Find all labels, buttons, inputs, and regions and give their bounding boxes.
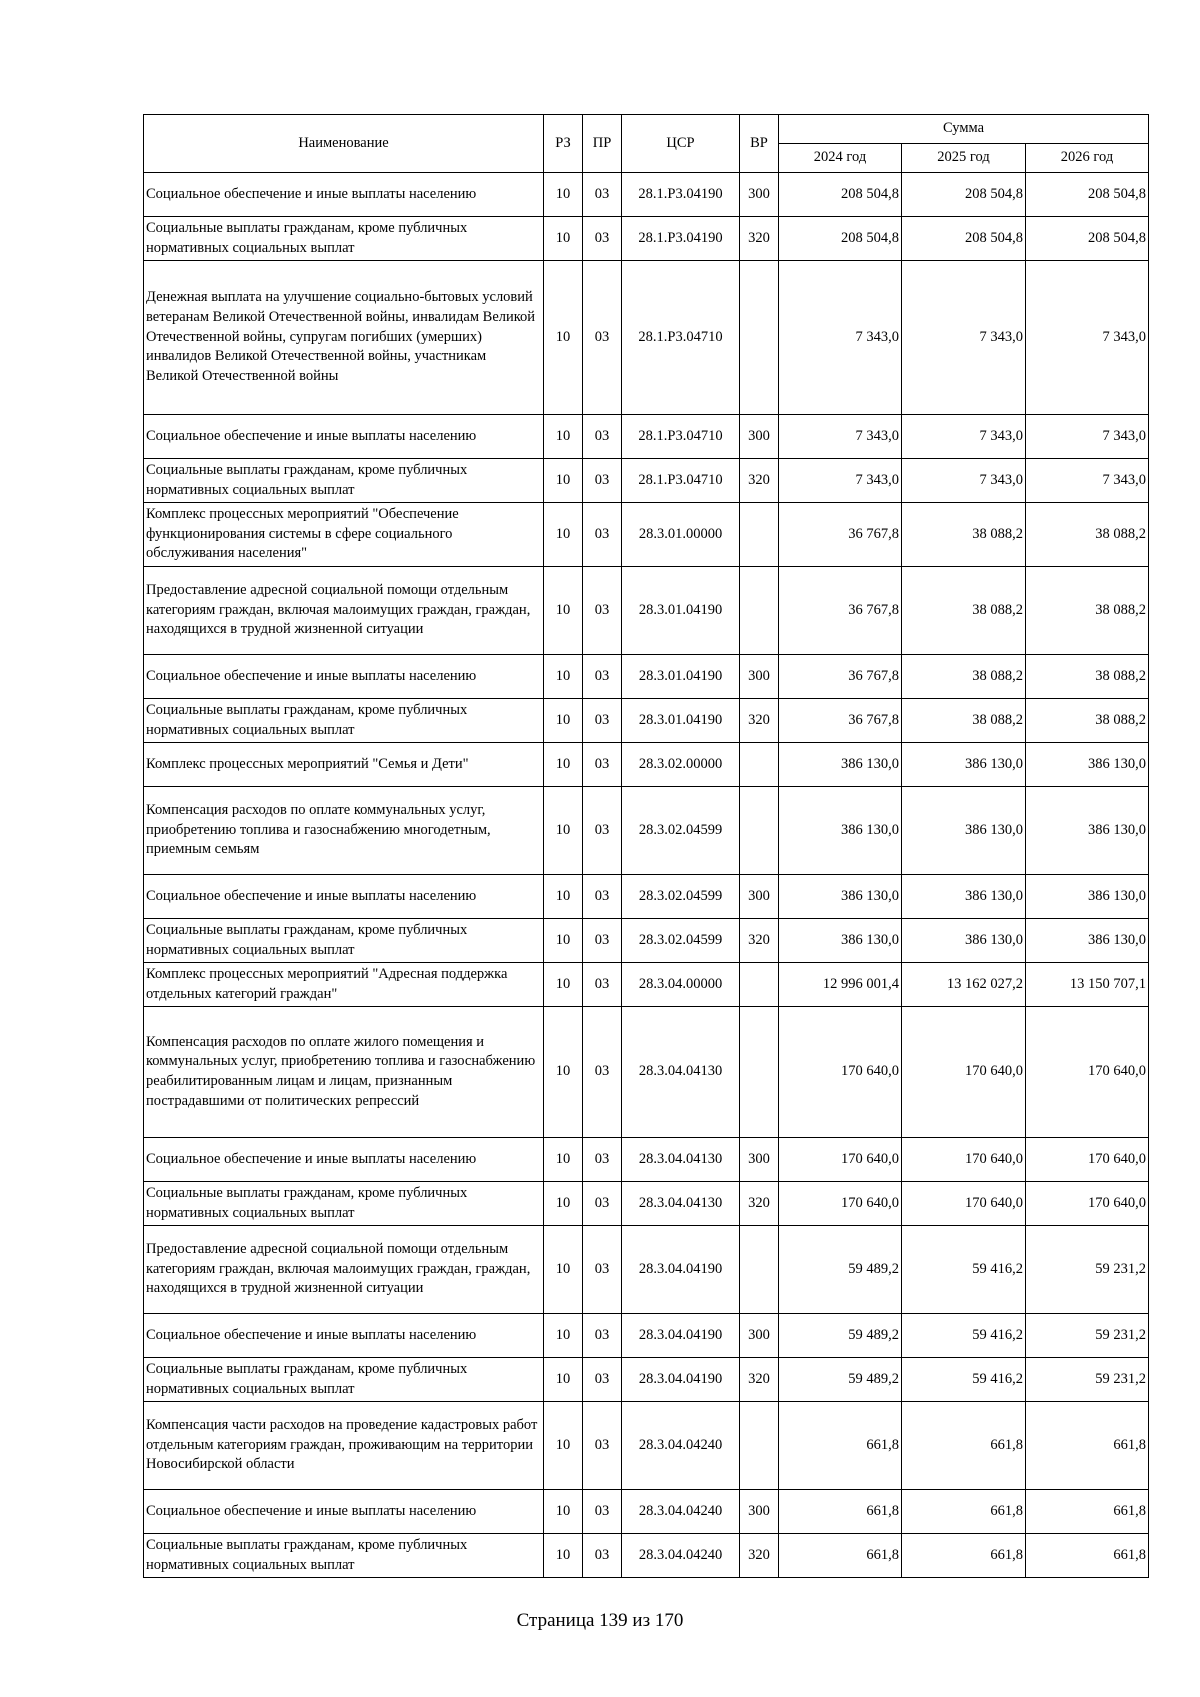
cell-vr	[740, 743, 779, 787]
cell-rz: 10	[544, 1358, 583, 1402]
cell-sum-2024: 7 343,0	[779, 459, 902, 503]
table-row	[144, 173, 1149, 217]
header-sum: Сумма	[779, 115, 1149, 144]
cell-vr	[740, 963, 779, 1007]
table-row	[144, 1226, 1149, 1314]
cell-rz: 10	[544, 787, 583, 875]
cell-vr: 300	[740, 1138, 779, 1182]
cell-csr: 28.3.04.04240	[622, 1534, 740, 1578]
cell-name: Социальные выплаты гражданам, кроме публичных нормативных социальных выплат	[144, 919, 544, 963]
cell-csr: 28.1.Р3.04710	[622, 415, 740, 459]
cell-vr: 300	[740, 1490, 779, 1534]
cell-pr: 03	[583, 173, 622, 217]
table-row	[144, 787, 1149, 875]
cell-pr: 03	[583, 1534, 622, 1578]
table-row	[144, 261, 1149, 415]
header-year-2024: 2024 год	[779, 144, 902, 173]
cell-sum-2024: 7 343,0	[779, 261, 902, 415]
cell-pr: 03	[583, 415, 622, 459]
cell-sum-2026: 208 504,8	[1026, 217, 1149, 261]
cell-sum-2026: 661,8	[1026, 1534, 1149, 1578]
cell-sum-2024: 12 996 001,4	[779, 963, 902, 1007]
cell-name: Предоставление адресной социальной помощи отдельным категориям граждан, включая малоимущих граждан, граждан, находящихся в трудной жизненной ситуации	[144, 1226, 544, 1314]
cell-rz: 10	[544, 1226, 583, 1314]
cell-sum-2025: 38 088,2	[902, 503, 1026, 567]
cell-pr: 03	[583, 655, 622, 699]
cell-sum-2024: 386 130,0	[779, 875, 902, 919]
table-row	[144, 567, 1149, 655]
cell-rz: 10	[544, 1007, 583, 1138]
cell-csr: 28.3.04.00000	[622, 963, 740, 1007]
cell-sum-2025: 661,8	[902, 1490, 1026, 1534]
header-year-2025: 2025 год	[902, 144, 1026, 173]
cell-pr: 03	[583, 1490, 622, 1534]
cell-sum-2026: 7 343,0	[1026, 415, 1149, 459]
cell-pr: 03	[583, 503, 622, 567]
cell-name: Компенсация расходов по оплате коммунальных услуг, приобретению топлива и газоснабжению многодетным, приемным семьям	[144, 787, 544, 875]
cell-sum-2026: 208 504,8	[1026, 173, 1149, 217]
cell-pr: 03	[583, 787, 622, 875]
table-row	[144, 1007, 1149, 1138]
cell-name: Комплекс процессных мероприятий "Семья и Дети"	[144, 743, 544, 787]
cell-pr: 03	[583, 261, 622, 415]
cell-sum-2026: 7 343,0	[1026, 459, 1149, 503]
cell-vr	[740, 1226, 779, 1314]
cell-sum-2025: 386 130,0	[902, 919, 1026, 963]
cell-sum-2025: 38 088,2	[902, 567, 1026, 655]
cell-name: Социальные выплаты гражданам, кроме публичных нормативных социальных выплат	[144, 1534, 544, 1578]
cell-vr	[740, 1402, 779, 1490]
cell-name: Социальное обеспечение и иные выплаты населению	[144, 1138, 544, 1182]
cell-name: Социальное обеспечение и иные выплаты населению	[144, 655, 544, 699]
cell-sum-2024: 386 130,0	[779, 919, 902, 963]
cell-sum-2024: 36 767,8	[779, 655, 902, 699]
cell-sum-2026: 170 640,0	[1026, 1007, 1149, 1138]
table-row	[144, 1358, 1149, 1402]
cell-vr: 300	[740, 173, 779, 217]
cell-name: Компенсация части расходов на проведение кадастровых работ отдельным категориям граждан, проживающим на территории Новосибирской области	[144, 1402, 544, 1490]
cell-rz: 10	[544, 567, 583, 655]
cell-pr: 03	[583, 699, 622, 743]
cell-sum-2025: 38 088,2	[902, 655, 1026, 699]
cell-sum-2026: 170 640,0	[1026, 1138, 1149, 1182]
cell-sum-2026: 386 130,0	[1026, 787, 1149, 875]
header-name: Наименование	[144, 115, 544, 173]
cell-sum-2026: 38 088,2	[1026, 567, 1149, 655]
cell-vr: 320	[740, 919, 779, 963]
cell-sum-2024: 170 640,0	[779, 1138, 902, 1182]
cell-csr: 28.3.04.04190	[622, 1226, 740, 1314]
cell-sum-2026: 59 231,2	[1026, 1314, 1149, 1358]
header-csr: ЦСР	[622, 115, 740, 173]
cell-sum-2024: 36 767,8	[779, 567, 902, 655]
cell-vr: 320	[740, 1358, 779, 1402]
table-row	[144, 503, 1149, 567]
cell-rz: 10	[544, 655, 583, 699]
budget-table	[143, 114, 1149, 1578]
cell-sum-2024: 7 343,0	[779, 415, 902, 459]
cell-sum-2025: 208 504,8	[902, 217, 1026, 261]
cell-name: Социальные выплаты гражданам, кроме публичных нормативных социальных выплат	[144, 699, 544, 743]
cell-csr: 28.3.02.04599	[622, 919, 740, 963]
cell-sum-2026: 386 130,0	[1026, 743, 1149, 787]
cell-csr: 28.3.02.04599	[622, 875, 740, 919]
cell-sum-2024: 59 489,2	[779, 1314, 902, 1358]
cell-vr: 320	[740, 1534, 779, 1578]
cell-vr	[740, 567, 779, 655]
cell-sum-2024: 36 767,8	[779, 699, 902, 743]
table-row	[144, 1534, 1149, 1578]
table-row	[144, 655, 1149, 699]
cell-rz: 10	[544, 1314, 583, 1358]
cell-sum-2026: 13 150 707,1	[1026, 963, 1149, 1007]
table-row	[144, 963, 1149, 1007]
cell-csr: 28.3.04.04240	[622, 1490, 740, 1534]
cell-rz: 10	[544, 217, 583, 261]
cell-pr: 03	[583, 1358, 622, 1402]
cell-rz: 10	[544, 963, 583, 1007]
table-row	[144, 699, 1149, 743]
cell-vr: 320	[740, 699, 779, 743]
cell-sum-2025: 7 343,0	[902, 415, 1026, 459]
cell-csr: 28.3.04.04130	[622, 1007, 740, 1138]
cell-pr: 03	[583, 1402, 622, 1490]
cell-csr: 28.3.04.04190	[622, 1358, 740, 1402]
cell-rz: 10	[544, 1182, 583, 1226]
page-number: Страница 139 из 170	[516, 1610, 684, 1631]
table-row	[144, 743, 1149, 787]
cell-sum-2025: 170 640,0	[902, 1138, 1026, 1182]
cell-sum-2025: 13 162 027,2	[902, 963, 1026, 1007]
cell-vr	[740, 787, 779, 875]
cell-sum-2025: 661,8	[902, 1402, 1026, 1490]
cell-name: Социальные выплаты гражданам, кроме публичных нормативных социальных выплат	[144, 1182, 544, 1226]
cell-name: Социальное обеспечение и иные выплаты населению	[144, 1314, 544, 1358]
cell-sum-2025: 386 130,0	[902, 743, 1026, 787]
cell-csr: 28.3.01.04190	[622, 567, 740, 655]
cell-sum-2026: 38 088,2	[1026, 699, 1149, 743]
cell-name: Социальное обеспечение и иные выплаты населению	[144, 415, 544, 459]
cell-sum-2024: 170 640,0	[779, 1182, 902, 1226]
table-row	[144, 1402, 1149, 1490]
table-row	[144, 1182, 1149, 1226]
cell-rz: 10	[544, 1534, 583, 1578]
cell-rz: 10	[544, 261, 583, 415]
cell-name: Комплекс процессных мероприятий "Обеспечение функционирования системы в сфере социального обслуживания населения"	[144, 503, 544, 567]
cell-csr: 28.3.04.04190	[622, 1314, 740, 1358]
cell-csr: 28.3.04.04240	[622, 1402, 740, 1490]
cell-sum-2025: 7 343,0	[902, 261, 1026, 415]
table-body	[144, 173, 1149, 1578]
cell-vr	[740, 261, 779, 415]
cell-pr: 03	[583, 1314, 622, 1358]
cell-vr: 300	[740, 415, 779, 459]
cell-vr: 300	[740, 875, 779, 919]
cell-sum-2025: 170 640,0	[902, 1182, 1026, 1226]
cell-pr: 03	[583, 567, 622, 655]
cell-csr: 28.3.01.04190	[622, 699, 740, 743]
table-row	[144, 1314, 1149, 1358]
cell-pr: 03	[583, 875, 622, 919]
cell-sum-2026: 661,8	[1026, 1402, 1149, 1490]
cell-pr: 03	[583, 743, 622, 787]
cell-sum-2025: 59 416,2	[902, 1226, 1026, 1314]
table-row	[144, 919, 1149, 963]
cell-rz: 10	[544, 699, 583, 743]
cell-sum-2024: 36 767,8	[779, 503, 902, 567]
cell-csr: 28.3.01.00000	[622, 503, 740, 567]
cell-rz: 10	[544, 459, 583, 503]
cell-sum-2025: 386 130,0	[902, 787, 1026, 875]
cell-csr: 28.1.Р3.04710	[622, 459, 740, 503]
cell-rz: 10	[544, 875, 583, 919]
cell-pr: 03	[583, 1182, 622, 1226]
header-year-2026: 2026 год	[1026, 144, 1149, 173]
cell-vr	[740, 503, 779, 567]
cell-sum-2026: 170 640,0	[1026, 1182, 1149, 1226]
cell-csr: 28.3.04.04130	[622, 1182, 740, 1226]
cell-name: Комплекс процессных мероприятий "Адресная поддержка отдельных категорий граждан"	[144, 963, 544, 1007]
cell-sum-2026: 59 231,2	[1026, 1226, 1149, 1314]
cell-vr: 300	[740, 1314, 779, 1358]
cell-name: Социальное обеспечение и иные выплаты населению	[144, 173, 544, 217]
cell-sum-2024: 59 489,2	[779, 1226, 902, 1314]
cell-csr: 28.1.Р3.04190	[622, 173, 740, 217]
cell-sum-2026: 7 343,0	[1026, 261, 1149, 415]
cell-sum-2026: 386 130,0	[1026, 919, 1149, 963]
cell-sum-2025: 38 088,2	[902, 699, 1026, 743]
cell-name: Социальные выплаты гражданам, кроме публичных нормативных социальных выплат	[144, 1358, 544, 1402]
cell-name: Социальное обеспечение и иные выплаты населению	[144, 1490, 544, 1534]
cell-name: Денежная выплата на улучшение социально-бытовых условий ветеранам Великой Отечественной войны, инвалидам Великой Отечественной войны, супругам погибших (умерших) инвалидов Великой Отечественной войны, участникам Великой Отечественной войны	[144, 261, 544, 415]
cell-rz: 10	[544, 1138, 583, 1182]
cell-sum-2024: 208 504,8	[779, 217, 902, 261]
cell-csr: 28.3.04.04130	[622, 1138, 740, 1182]
table-row	[144, 1138, 1149, 1182]
cell-csr: 28.3.02.04599	[622, 787, 740, 875]
table-row	[144, 875, 1149, 919]
cell-pr: 03	[583, 459, 622, 503]
budget-sheet	[143, 114, 1148, 1578]
cell-pr: 03	[583, 217, 622, 261]
cell-name: Социальные выплаты гражданам, кроме публичных нормативных социальных выплат	[144, 459, 544, 503]
cell-csr: 28.3.01.04190	[622, 655, 740, 699]
cell-rz: 10	[544, 1402, 583, 1490]
cell-pr: 03	[583, 1226, 622, 1314]
cell-csr: 28.1.Р3.04190	[622, 217, 740, 261]
cell-vr	[740, 1007, 779, 1138]
cell-rz: 10	[544, 173, 583, 217]
cell-sum-2025: 208 504,8	[902, 173, 1026, 217]
table-row	[144, 459, 1149, 503]
cell-sum-2024: 59 489,2	[779, 1358, 902, 1402]
cell-rz: 10	[544, 503, 583, 567]
cell-rz: 10	[544, 1490, 583, 1534]
cell-vr: 320	[740, 459, 779, 503]
header-pr: ПР	[583, 115, 622, 173]
cell-vr: 320	[740, 1182, 779, 1226]
cell-sum-2026: 661,8	[1026, 1490, 1149, 1534]
cell-sum-2026: 59 231,2	[1026, 1358, 1149, 1402]
cell-name: Компенсация расходов по оплате жилого помещения и коммунальных услуг, приобретению топлива и газоснабжению реабилитированным лицам и лицам, признанным пострадавшими от политических репрессий	[144, 1007, 544, 1138]
header-rz: РЗ	[544, 115, 583, 173]
cell-name: Социальные выплаты гражданам, кроме публичных нормативных социальных выплат	[144, 217, 544, 261]
cell-sum-2025: 59 416,2	[902, 1314, 1026, 1358]
table-header	[144, 115, 1149, 173]
cell-sum-2024: 208 504,8	[779, 173, 902, 217]
cell-sum-2025: 7 343,0	[902, 459, 1026, 503]
cell-sum-2024: 661,8	[779, 1534, 902, 1578]
cell-pr: 03	[583, 1007, 622, 1138]
cell-csr: 28.3.02.00000	[622, 743, 740, 787]
cell-sum-2025: 59 416,2	[902, 1358, 1026, 1402]
table-row	[144, 415, 1149, 459]
cell-rz: 10	[544, 415, 583, 459]
table-row	[144, 217, 1149, 261]
cell-sum-2025: 386 130,0	[902, 875, 1026, 919]
cell-csr: 28.1.Р3.04710	[622, 261, 740, 415]
cell-sum-2026: 386 130,0	[1026, 875, 1149, 919]
cell-sum-2024: 661,8	[779, 1402, 902, 1490]
cell-pr: 03	[583, 919, 622, 963]
cell-vr: 320	[740, 217, 779, 261]
cell-sum-2026: 38 088,2	[1026, 655, 1149, 699]
cell-sum-2024: 661,8	[779, 1490, 902, 1534]
cell-vr: 300	[740, 655, 779, 699]
cell-name: Предоставление адресной социальной помощи отдельным категориям граждан, включая малоимущих граждан, граждан, находящихся в трудной жизненной ситуации	[144, 567, 544, 655]
cell-pr: 03	[583, 1138, 622, 1182]
cell-sum-2025: 661,8	[902, 1534, 1026, 1578]
cell-sum-2026: 38 088,2	[1026, 503, 1149, 567]
cell-sum-2025: 170 640,0	[902, 1007, 1026, 1138]
cell-sum-2024: 170 640,0	[779, 1007, 902, 1138]
table-row	[144, 1490, 1149, 1534]
header-vr: ВР	[740, 115, 779, 173]
cell-sum-2024: 386 130,0	[779, 787, 902, 875]
cell-sum-2024: 386 130,0	[779, 743, 902, 787]
cell-name: Социальное обеспечение и иные выплаты населению	[144, 875, 544, 919]
cell-rz: 10	[544, 743, 583, 787]
cell-pr: 03	[583, 963, 622, 1007]
cell-rz: 10	[544, 919, 583, 963]
